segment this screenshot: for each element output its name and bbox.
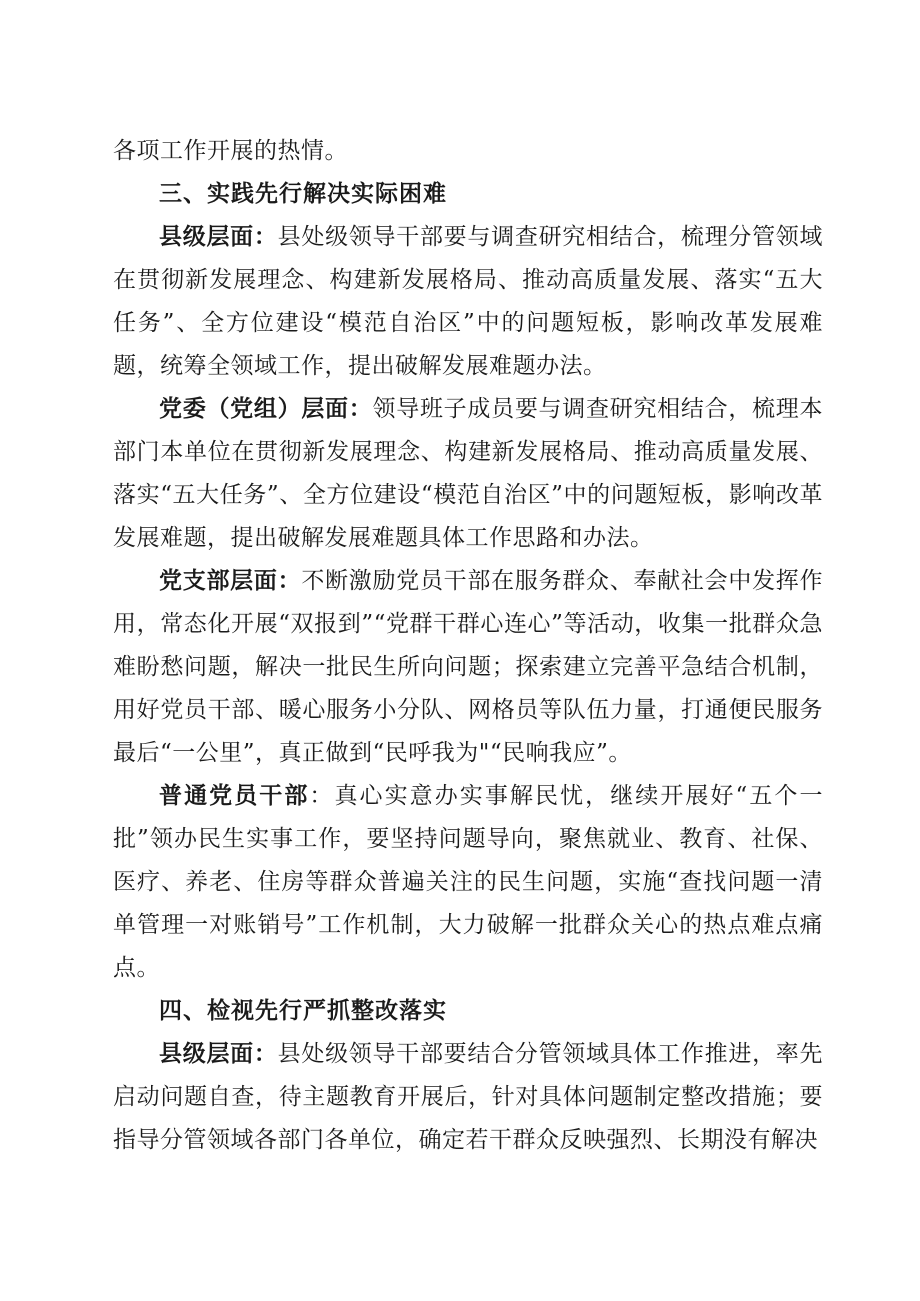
paragraph-lead: 党支部层面： [159, 568, 302, 594]
paragraph-lead: 党委（党组）层面： [159, 396, 373, 422]
paragraph-text: 县处级领导干部要与调查研究相结合，梳理分管领域在贯彻新发展理念、构建新发展格局、推动高质量发展、落实“五大任务”、全方位建设“模范自治区”中的问题短板，影响改革发展难题，统筹全领域工作，提出破解发展难题办法。 [113, 224, 824, 379]
document-body [113, 130, 823, 1162]
paragraph-lead: 县级层面： [159, 1041, 278, 1067]
section-heading-3: 三、实践先行解决实际困难 [159, 181, 447, 207]
paragraph-lead: 县级层面： [159, 224, 278, 250]
paragraph-county-level-rectification [113, 1033, 823, 1162]
paragraph-ordinary-members [113, 775, 823, 990]
paragraph-text: 县处级领导干部要结合分管领域具体工作推进，率先启动问题自查，待主题教育开展后，针对具体问题制定整改措施；要指导分管领域各部门各单位，确定若干群众反映强烈、长期没有解决 [113, 1041, 824, 1153]
paragraph-lead: 普通党员干部 [159, 783, 310, 809]
paragraph-text: 领导班子成员要与调查研究相结合，梳理本部门本单位在贯彻新发展理念、构建新发展格局、推动高质量发展、落实“五大任务”、全方位建设“模范自治区”中的问题短板，影响改革发展难题，提出破解发展难题具体工作思路和办法。 [113, 396, 824, 551]
section-heading-4: 四、检视先行严抓整改落实 [159, 998, 447, 1024]
paragraph-text: ：真心实意办实事解民忧，继续开展好“五个一批”领办民生实事工作，要坚持问题导向，聚焦就业、教育、社保、医疗、养老、住房等群众普遍关注的民生问题，实施“查找问题一清单管理一对账销号”工作机制，大力破解一批群众关心的热点难点痛点。 [113, 783, 823, 981]
paragraph-county-level [113, 216, 823, 388]
paragraph-party-committee-level [113, 388, 823, 560]
paragraph-text: 不断激励党员干部在服务群众、奉献社会中发挥作用，常态化开展“双报到”“党群干群心连心”等活动，收集一批群众急难盼愁问题，解决一批民生所向问题；探索建立完善平急结合机制，用好党员干部、暖心服务小分队、网格员等队伍力量，打通便民服务最后“一公里”，真正做到“民呼我为"“民响我应”。 [113, 568, 824, 766]
continuation-paragraph: 各项工作开展的热情。 [113, 138, 348, 164]
paragraph-party-branch-level [113, 560, 823, 775]
